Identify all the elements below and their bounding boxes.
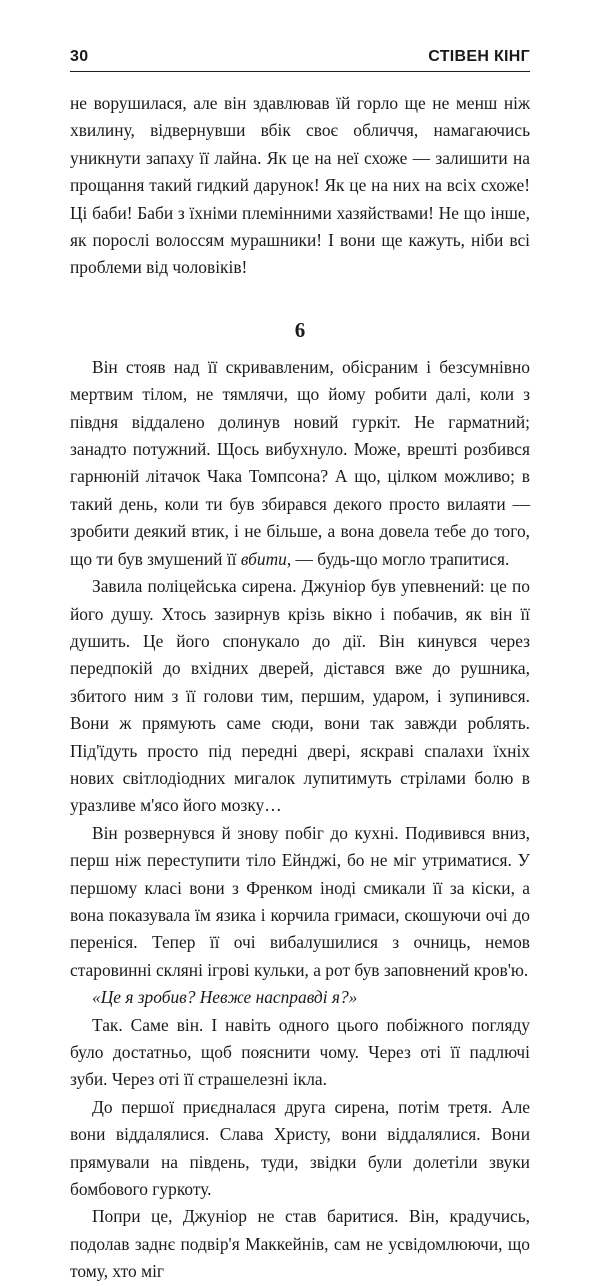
paragraph-text: , — будь-що могло трапитися.: [286, 548, 510, 569]
paragraph: Попри це, Джуніор не став баритися. Він, крадучись, подолав заднє подвір'я Маккейнів, сам не усвідомлюючи, що тому, хто міг: [70, 1206, 530, 1282]
author-name: СТІВЕН КІНГ: [428, 48, 530, 65]
paragraph-italic-thought: [70, 984, 530, 1011]
body-text: [70, 90, 530, 1286]
emphasis-text: «Це я зробив? Невже насправді я?»: [92, 987, 358, 1008]
paragraph: Так. Саме він. І навіть одного цього побіжного погляду було достатньо, щоб пояснити чому. Через оті її падлючі зуби. Через оті її страшелезні ікла.: [70, 1014, 530, 1090]
book-page: [70, 40, 530, 1286]
emphasis-text: вбити: [240, 548, 287, 569]
section-number: 6: [294, 317, 306, 342]
header-rule: [70, 71, 530, 72]
paragraph-text: Він стояв над її скривавленим, обісраним і безсумнівно мертвим тілом, не тямлячи, що йому робити далі, коли з півдня віддалено долинув новий гуркіт. Не гарматний; занадто потужний. Щось вибухнуло. Може, врешті розбився гарнюній літачок Чака Томпсона? А що, цілком можливо; в такий день, коли ти був збирався декого просто вилаяти — зробити деякий втик, і не більше, а вона довела тебе до того, що ти був змушений її: [70, 356, 530, 569]
paragraph-continued: не ворушилася, але він здавлював їй горло ще не менш ніж хвилину, відвернувши вбік своє обличчя, намагаючись уникнути запаху її лайна. Як це на неї схоже — залишити на прощання такий гидкий дарунок! Як це на них на всіх схоже! Ці баби! Баби з їхніми племінними хазяйствами! Не що інше, як порослі волоссям мурашники! І вони ще кажуть, ніби всі проблеми від чоловіків!: [70, 93, 530, 278]
paragraph: Він розвернувся й знову побіг до кухні. Подивився вниз, перш ніж переступити тіло Ейнджі, бо не міг утриматися. У першому класі вони з Френком іноді смикали її за кіски, а вона показувала їм язика і корчила гримаси, скошуючи очі до переніся. Тепер її очі вибалушилися з очниць, немов старовинні скляні ігрові кульки, а рот був заповнений кров'ю.: [70, 822, 530, 980]
running-header: [70, 40, 530, 66]
paragraph: До першої приєдналася друга сирена, потім третя. Але вони віддалялися. Слава Христу, вони віддалялися. Вони прямували на південь, туди, звідки були долетіли звуки бомбового гуркоту.: [70, 1096, 530, 1200]
paragraph: [70, 354, 530, 573]
paragraph: Завила поліцейська сирена. Джуніор був упевнений: це по його душу. Хтось зазирнув крізь вікно і побачив, як він її душить. Це його спонукало до дії. Він кинувся через передпокій до вхідних дверей, дістався вже до рушника, збитого ним з її голови тим, першим, ударом, і зупинився. Вони ж прямують саме сюди, вони так завжди роблять. Під'їдуть просто під передні двері, яскраві спалахи їхніх нових світлодіодних мигалок лупитимуть стрілами болю в уразливе м'ясо його мозку…: [70, 576, 530, 816]
page-number: 30: [70, 48, 89, 65]
